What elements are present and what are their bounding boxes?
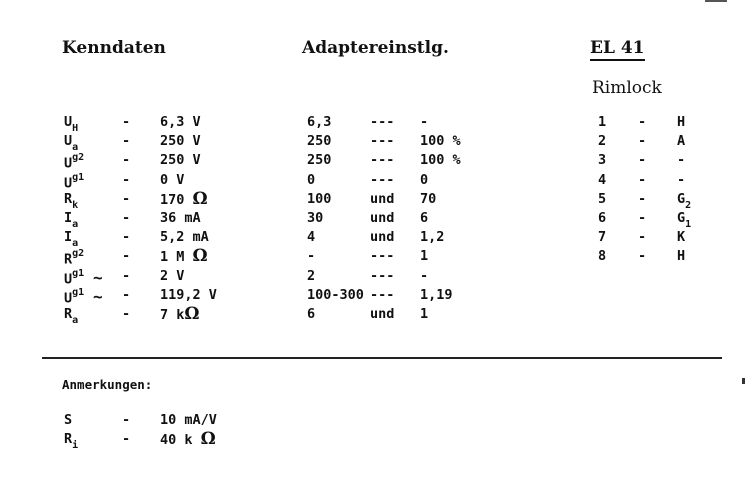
adapter-second-value: -	[420, 114, 429, 130]
pin-function-letter: -	[677, 152, 686, 168]
pin-dash: -	[638, 133, 647, 149]
param-dash: -	[122, 152, 131, 168]
pin-number: 8	[598, 248, 607, 264]
pin-function-letter: A	[677, 133, 686, 149]
param-value-text: 250 V	[160, 152, 201, 168]
pin-dash: -	[638, 172, 647, 188]
pin-dash: -	[638, 114, 647, 130]
pin-number: 6	[598, 210, 607, 226]
adapter-value: 6	[307, 306, 316, 322]
section-divider	[42, 357, 722, 359]
pin-function-subscript: 2	[685, 199, 692, 211]
tilde-symbol: ~	[93, 287, 103, 306]
param-superscript: g1	[72, 268, 85, 279]
param-symbol-letter: I	[64, 210, 73, 226]
param-value-text: 6,3 V	[160, 114, 201, 130]
heading-kenndaten: Kenndaten	[62, 38, 166, 58]
adapter-value: 4	[307, 229, 316, 245]
pin-function-letter: G	[677, 191, 686, 207]
heading-adapter: Adaptereinstlg.	[302, 38, 449, 58]
adapter-separator: ---	[370, 133, 395, 149]
adapter-second-value: 70	[420, 191, 437, 207]
param-superscript: g2	[72, 248, 85, 259]
tilde-symbol: ~	[93, 268, 103, 287]
note-symbol-letter: R	[64, 431, 73, 447]
param-value-text: 0 V	[160, 172, 185, 188]
pin-dash: -	[638, 191, 647, 207]
heading-tube-type: EL 41	[590, 38, 645, 61]
adapter-second-value: 6	[420, 210, 429, 226]
pin-function-letter: -	[677, 172, 686, 188]
param-dash: -	[122, 172, 131, 188]
adapter-second-value: 0	[420, 172, 429, 188]
adapter-value: 0	[307, 172, 316, 188]
param-subscript: H	[72, 122, 79, 134]
param-value-text: 250 V	[160, 133, 201, 149]
param-dash: -	[122, 306, 131, 322]
param-value-text: 1 M	[160, 249, 193, 265]
param-dash: -	[122, 268, 131, 284]
param-value	[160, 306, 200, 323]
adapter-second-value: 100 %	[420, 152, 461, 168]
note-symbol	[64, 431, 78, 453]
param-dash: -	[122, 133, 131, 149]
note-value-text: 40 k	[160, 432, 201, 448]
heading-base-type: Rimlock	[592, 78, 662, 98]
adapter-value: 30	[307, 210, 324, 226]
pin-dash: -	[638, 248, 647, 264]
param-subscript: a	[72, 314, 79, 326]
adapter-separator: und	[370, 191, 395, 207]
param-value	[160, 287, 217, 303]
pin-function	[677, 114, 685, 130]
notes-title: Anmerkungen:	[62, 377, 153, 392]
pin-function-letter: G	[677, 210, 686, 226]
adapter-value: 250	[307, 152, 332, 168]
param-subscript: a	[72, 237, 79, 249]
adapter-separator: ---	[370, 268, 395, 284]
param-value	[160, 114, 201, 130]
adapter-value: -	[307, 248, 316, 264]
param-value-text: 5,2 mA	[160, 229, 209, 245]
param-superscript: g1	[72, 172, 85, 183]
param-dash: -	[122, 229, 131, 245]
param-value	[160, 210, 201, 226]
ohm-symbol: Ω	[200, 429, 216, 449]
adapter-separator: ---	[370, 172, 395, 188]
adapter-second-value: 1	[420, 306, 429, 322]
param-symbol	[64, 287, 84, 307]
param-symbol-letter: U	[64, 290, 73, 307]
param-dash: -	[122, 287, 131, 303]
param-value-text: 2 V	[160, 268, 185, 284]
param-superscript: g2	[72, 152, 85, 163]
param-dash: -	[122, 248, 131, 264]
param-symbol	[64, 268, 84, 288]
pin-dash: -	[638, 229, 647, 245]
adapter-value: 6,3	[307, 114, 332, 130]
param-symbol-letter: I	[64, 229, 73, 245]
param-symbol-letter: U	[64, 155, 73, 172]
param-symbol-letter: R	[64, 191, 73, 207]
param-value	[160, 172, 184, 188]
note-value	[160, 412, 217, 428]
pin-dash: -	[638, 210, 647, 226]
pin-number: 7	[598, 229, 607, 245]
pin-function	[677, 248, 685, 264]
param-subscript: a	[72, 141, 79, 153]
param-subscript: k	[72, 199, 79, 211]
adapter-separator: und	[370, 229, 395, 245]
pin-function-subscript: 1	[685, 218, 692, 230]
param-symbol-letter: U	[64, 133, 73, 149]
note-value-text: 10 mA/V	[160, 412, 217, 428]
note-value	[160, 431, 216, 448]
pin-function-letter: H	[677, 248, 686, 264]
note-symbol	[64, 412, 72, 428]
pin-function	[677, 133, 685, 149]
pin-dash: -	[638, 152, 647, 168]
pin-function	[677, 229, 685, 245]
adapter-second-value: 1,19	[420, 287, 453, 303]
param-value	[160, 133, 201, 149]
param-symbol-letter: U	[64, 271, 73, 288]
param-value-text: 170	[160, 192, 193, 208]
adapter-separator: ---	[370, 287, 395, 303]
pin-function-letter: K	[677, 229, 686, 245]
param-dash: -	[122, 191, 131, 207]
pin-function	[677, 152, 685, 168]
pin-number: 3	[598, 152, 607, 168]
adapter-separator: und	[370, 210, 395, 226]
param-value	[160, 191, 208, 208]
param-value-text: 7 k	[160, 307, 185, 323]
ohm-symbol: Ω	[192, 189, 208, 209]
param-superscript: g1	[72, 287, 85, 298]
adapter-second-value: -	[420, 268, 429, 284]
scan-mark	[705, 0, 727, 2]
adapter-value: 100-300	[307, 287, 364, 303]
param-symbol-letter: U	[64, 175, 73, 192]
note-dash: -	[122, 431, 131, 447]
param-value	[160, 268, 184, 284]
note-subscript: i	[72, 439, 79, 451]
pin-function-letter: H	[677, 114, 686, 130]
param-symbol	[64, 152, 84, 172]
adapter-value: 2	[307, 268, 316, 284]
pin-number: 1	[598, 114, 607, 130]
adapter-separator: und	[370, 306, 395, 322]
ohm-symbol: Ω	[184, 304, 200, 324]
param-dash: -	[122, 210, 131, 226]
pin-number: 4	[598, 172, 607, 188]
adapter-second-value: 100 %	[420, 133, 461, 149]
adapter-separator: ---	[370, 248, 395, 264]
pin-number: 2	[598, 133, 607, 149]
param-symbol-letter: U	[64, 114, 73, 130]
param-symbol-letter: R	[64, 306, 73, 322]
adapter-value: 100	[307, 191, 332, 207]
param-value	[160, 152, 201, 168]
note-dash: -	[122, 412, 131, 428]
param-value	[160, 248, 208, 265]
param-symbol	[64, 248, 84, 268]
adapter-separator: ---	[370, 152, 395, 168]
param-symbol	[64, 306, 78, 328]
param-symbol	[64, 172, 84, 192]
pin-function	[677, 172, 685, 188]
param-subscript: a	[72, 218, 79, 230]
scan-mark	[742, 378, 745, 384]
note-symbol-letter: S	[64, 412, 73, 428]
adapter-second-value: 1	[420, 248, 429, 264]
adapter-value: 250	[307, 133, 332, 149]
param-value-text: 36 mA	[160, 210, 201, 226]
param-symbol-letter: R	[64, 251, 73, 268]
param-dash: -	[122, 114, 131, 130]
pin-number: 5	[598, 191, 607, 207]
param-value-text: 119,2 V	[160, 287, 217, 303]
param-value	[160, 229, 209, 245]
adapter-second-value: 1,2	[420, 229, 445, 245]
ohm-symbol: Ω	[192, 246, 208, 266]
adapter-separator: ---	[370, 114, 395, 130]
